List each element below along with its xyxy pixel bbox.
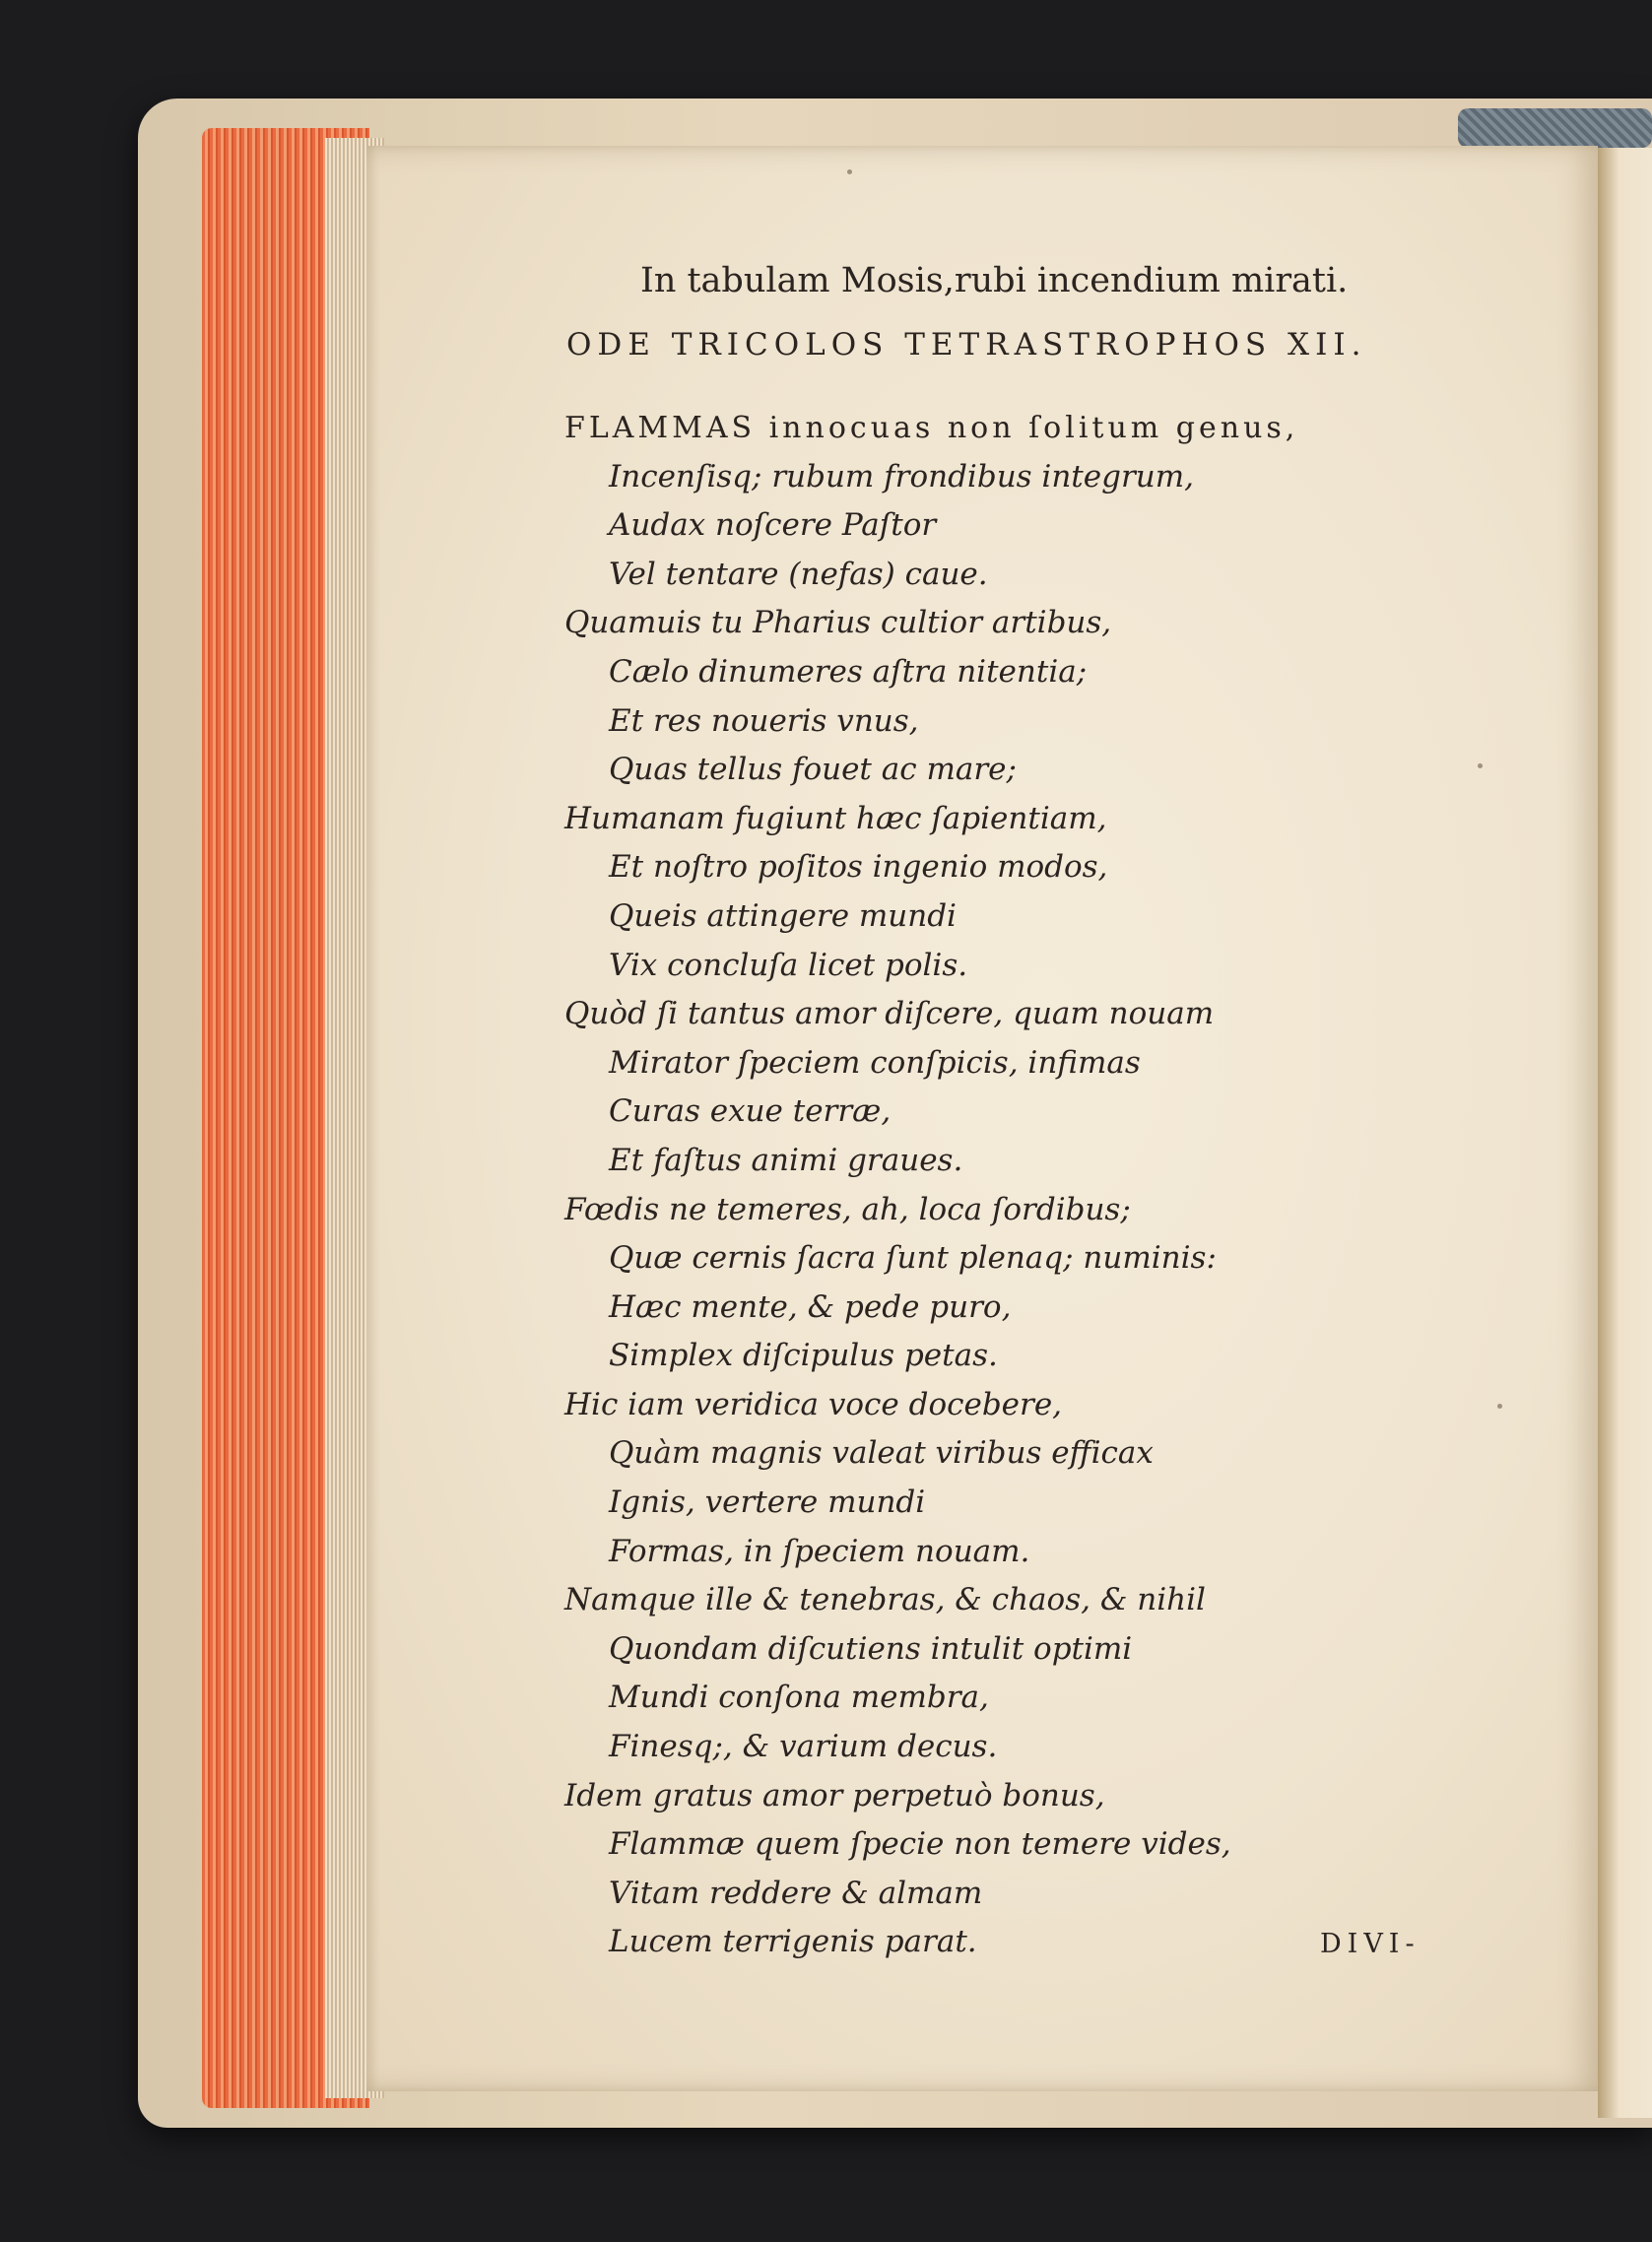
poem-line: Idem gratus amor perpetuò bonus, (564, 1777, 1105, 1813)
poem-line: FLAMMAS innocuas non ſolitum genus, (564, 411, 1299, 445)
poem-line: Formas, in ſpeciem nouam. (609, 1533, 1030, 1569)
poem-line: Et res noueris vnus, (609, 702, 919, 739)
poem-line: Ignis, vertere mundi (609, 1484, 926, 1521)
catchword: DIVI- (1320, 1929, 1421, 1959)
poem-line: Quondam diſcutiens intulit optimi (609, 1630, 1133, 1667)
poem-line: Vix concluſa licet polis. (609, 947, 968, 983)
poem-line: Mirator ſpeciem conſpicis, infimas (609, 1044, 1141, 1081)
poem-line: Hæc mente, & pede puro, (609, 1288, 1012, 1325)
poem-line: Quòd ſi tantus amor diſcere, quam nouam (564, 996, 1215, 1032)
poem-line: Et noſtro poſitos ingenio modos, (609, 849, 1108, 886)
paper-speck (847, 169, 852, 174)
poem (564, 404, 1589, 1967)
book-headband (1458, 108, 1652, 148)
poem-line: Hic iam veridica voce docebere, (564, 1386, 1063, 1422)
poem-line: Lucem terrigenis parat. (609, 1924, 977, 1960)
poem-line: Quamuis tu Pharius cultior artibus, (564, 605, 1112, 641)
poem-line: Quàm magnis valeat viribus efficax (609, 1435, 1154, 1472)
poem-line: Vitam reddere & almam (609, 1875, 983, 1911)
poem-line: Finesq;, & varium decus. (609, 1729, 998, 1765)
poem-line: Fœdis ne temeres, ah, loca ſordibus; (564, 1191, 1131, 1227)
poem-line: Curas exue terræ, (609, 1093, 892, 1130)
poem-line: Simplex diſcipulus petas. (609, 1338, 998, 1374)
poem-line: Mundi conſona membra, (609, 1680, 989, 1716)
poem-line: Flammæ quem ſpecie non temere vides, (609, 1826, 1231, 1863)
paper-speck (1478, 763, 1483, 768)
poem-line: Cælo dinumeres aſtra nitentia; (609, 653, 1088, 690)
ode-heading: ODE TRICOLOS TETRASTROPHOS XII. (566, 327, 1367, 363)
poem-line: Quas tellus fouet ac mare; (609, 752, 1017, 788)
poem-line: Namque ille & tenebras, & chaos, & nihil (564, 1582, 1206, 1618)
poem-line: Humanam fugiunt hæc ſapientiam, (564, 800, 1107, 836)
facing-page-edge (1598, 148, 1652, 2118)
page-title: In tabulam Mosis,rubi incendium mirati. (640, 261, 1349, 300)
poem-line: Incenſisq; rubum frondibus integrum, (609, 458, 1194, 495)
paper-speck (1497, 1404, 1502, 1409)
poem-line: Audax noſcere Paſtor (609, 507, 937, 544)
poem-line: Vel tentare (nefas) caue. (609, 556, 988, 592)
poem-line: Et faſtus animi graues. (609, 1142, 963, 1178)
poem-line: Quæ cernis ſacra ſunt plenaq; numinis: (609, 1240, 1217, 1277)
poem-line: Queis attingere mundi (609, 897, 957, 934)
